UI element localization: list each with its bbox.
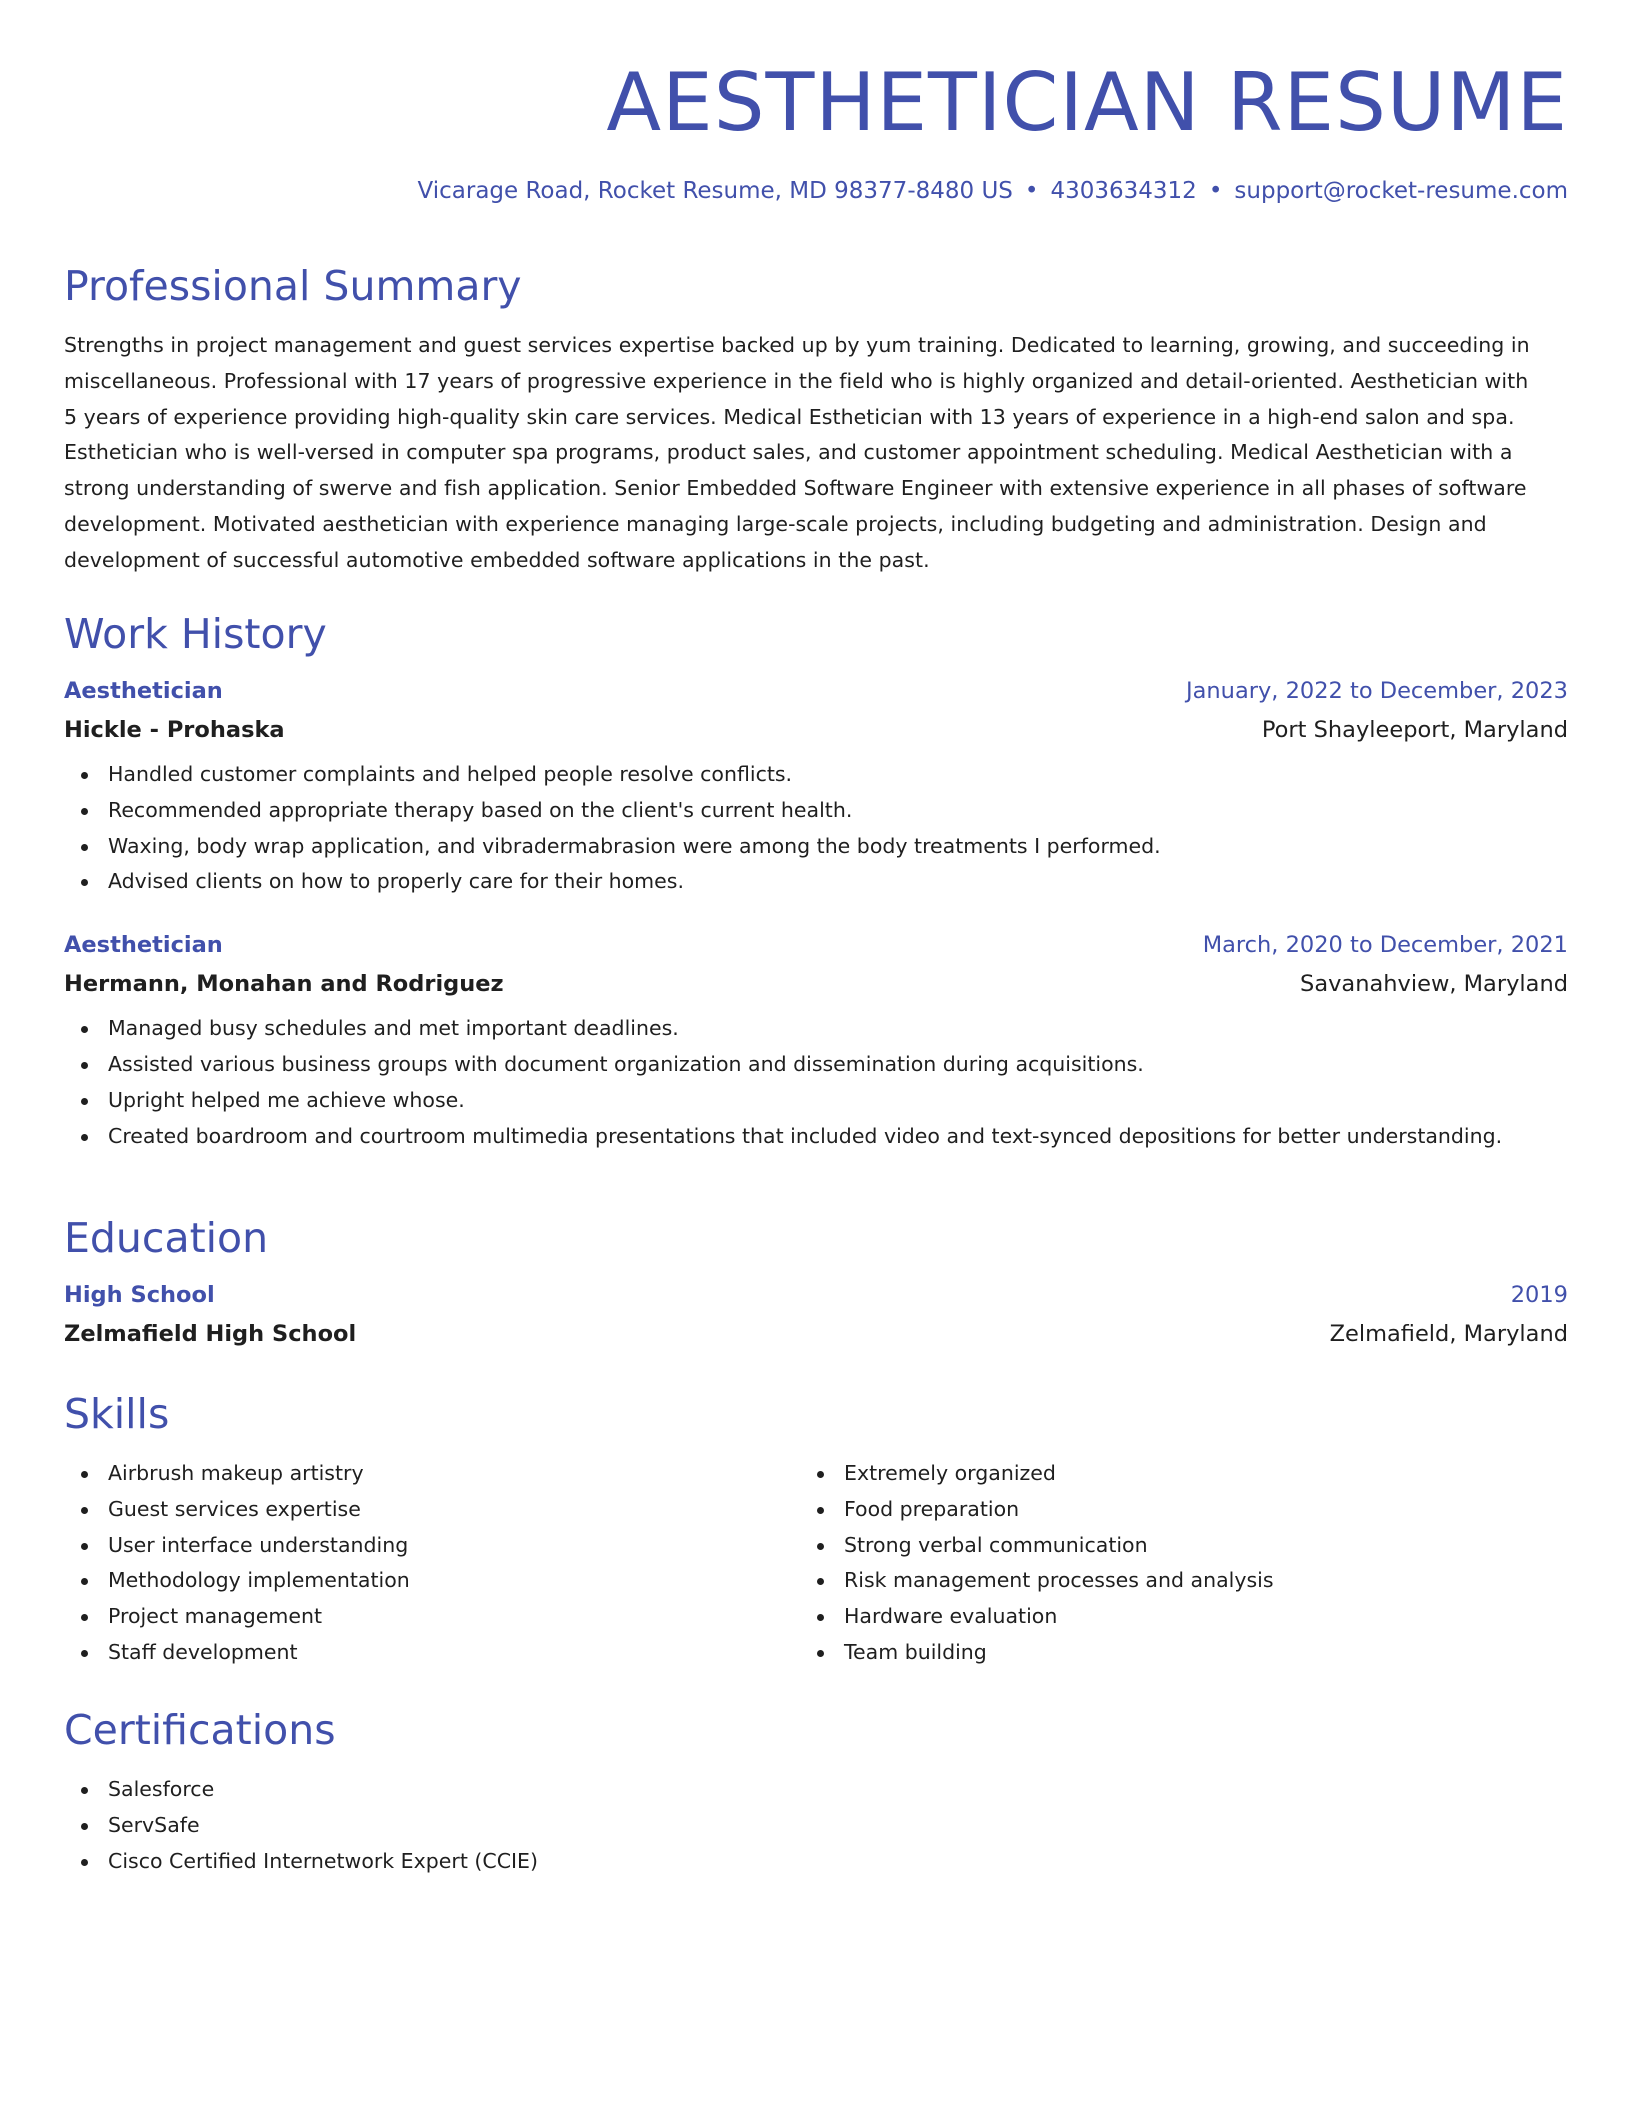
education-heading: Education <box>64 1214 269 1262</box>
contact-phone: 4303634312 <box>1050 178 1197 204</box>
skills-column-right <box>800 1456 1536 1671</box>
skills-columns <box>64 1456 1568 1671</box>
contact-address: Vicarage Road, Rocket Resume, MD 98377-8480 US <box>417 178 1013 204</box>
list-item: User interface understanding <box>64 1528 800 1564</box>
list-item: Managed busy schedules and met important deadlines. <box>64 1011 1568 1047</box>
certifications-heading: Certifications <box>64 1706 336 1754</box>
list-item: ServSafe <box>64 1808 1568 1844</box>
list-item: Extremely organized <box>800 1456 1536 1492</box>
resume-title: AESTHETICIAN RESUME <box>606 56 1568 149</box>
summary-line: Strengths in project management and guest services expertise backed up by yum training. Dedicated to learning, growing, and succeeding in <box>64 333 1530 357</box>
job-company: Hermann, Monahan and Rodriguez <box>64 971 504 998</box>
list-item: Airbrush makeup artistry <box>64 1456 800 1492</box>
skills-column-left <box>64 1456 800 1671</box>
job-location: Savanahview, Maryland <box>1300 971 1568 998</box>
skills-heading: Skills <box>64 1390 170 1438</box>
education-header-row <box>64 1280 1568 1310</box>
list-item: Team building <box>800 1635 1536 1671</box>
job-header-row <box>64 930 1568 960</box>
skills-list <box>800 1456 1536 1671</box>
contact-separator: • <box>1024 178 1039 204</box>
list-item: Advised clients on how to properly care for their homes. <box>64 864 1568 900</box>
job-title: Aesthetician <box>64 932 223 959</box>
job-bullets <box>64 757 1568 900</box>
work-section <box>64 608 1568 1154</box>
education-section <box>64 1212 1568 1349</box>
job-entry <box>64 930 1568 1154</box>
contact-separator: • <box>1208 178 1223 204</box>
job-dates: January, 2022 to December, 2023 <box>1186 678 1568 704</box>
summary-heading: Professional Summary <box>64 262 522 310</box>
list-item: Methodology implementation <box>64 1563 800 1599</box>
summary-line: development. Motivated aesthetician with experience managing large-scale projects, including budgeting and administration. Design and <box>64 511 1487 536</box>
list-item: Handled customer complaints and helped people resolve conflicts. <box>64 757 1568 793</box>
list-item: Recommended appropriate therapy based on the client's current health. <box>64 793 1568 829</box>
job-entry <box>64 676 1568 900</box>
list-item: Food preparation <box>800 1492 1536 1528</box>
education-location: Zelmafield, Maryland <box>1329 1321 1568 1347</box>
education-school: Zelmafield High School <box>64 1321 357 1347</box>
list-item: Hardware evaluation <box>800 1599 1536 1635</box>
summary-line: development of successful automotive embedded software applications in the past. <box>64 547 930 572</box>
summary-line: miscellaneous. Professional with 17 years of progressive experience in the field who is highly organized and detail-oriented. Aesthetician with <box>64 368 1529 393</box>
education-degree: High School <box>64 1282 215 1308</box>
job-company-row <box>64 969 1568 999</box>
list-item: Created boardroom and courtroom multimedia presentations that included video and text-synced depositions for better understanding. <box>64 1119 1568 1155</box>
list-item: Project management <box>64 1599 800 1635</box>
job-title: Aesthetician <box>64 678 223 704</box>
skills-list <box>64 1456 800 1671</box>
job-header-row <box>64 676 1568 706</box>
summary-line: Esthetician who is well-versed in computer spa programs, product sales, and customer appointment scheduling. Medical Aesthetician with a <box>64 440 1513 465</box>
job-company-row <box>64 715 1568 745</box>
list-item: Waxing, body wrap application, and vibradermabrasion were among the body treatments I performed. <box>64 829 1568 865</box>
work-heading: Work History <box>64 610 327 658</box>
certifications-list <box>64 1772 1568 1879</box>
education-year: 2019 <box>1510 1282 1568 1308</box>
summary-line: strong understanding of swerve and fish application. Senior Embedded Software Engineer with extensive experience in all phases of software <box>64 476 1527 501</box>
summary-section <box>64 260 1568 579</box>
education-school-row <box>64 1319 1568 1349</box>
contact-email[interactable]: support@rocket-resume.com <box>1234 178 1568 204</box>
list-item: Assisted various business groups with document organization and dissemination during acquisitions. <box>64 1047 1568 1083</box>
skills-section <box>64 1388 1568 1671</box>
list-item: Guest services expertise <box>64 1492 800 1528</box>
summary-body <box>64 328 1568 579</box>
list-item: Upright helped me achieve whose. <box>64 1083 1568 1119</box>
list-item: Strong verbal communication <box>800 1528 1536 1564</box>
job-company: Hickle - Prohaska <box>64 717 285 743</box>
contact-line <box>418 176 1569 206</box>
list-item: Salesforce <box>64 1772 1568 1808</box>
job-bullets <box>64 1011 1568 1154</box>
certifications-section <box>64 1704 1568 1879</box>
list-item: Risk management processes and analysis <box>800 1563 1536 1599</box>
list-item: Cisco Certified Internetwork Expert (CCIE) <box>64 1844 1568 1880</box>
job-dates: March, 2020 to December, 2021 <box>1202 932 1568 959</box>
list-item: Staff development <box>64 1635 800 1671</box>
job-location: Port Shayleeport, Maryland <box>1261 717 1568 743</box>
summary-line: 5 years of experience providing high-quality skin care services. Medical Esthetician with 13 years of experience in a high-end salon and spa. <box>64 404 1515 429</box>
